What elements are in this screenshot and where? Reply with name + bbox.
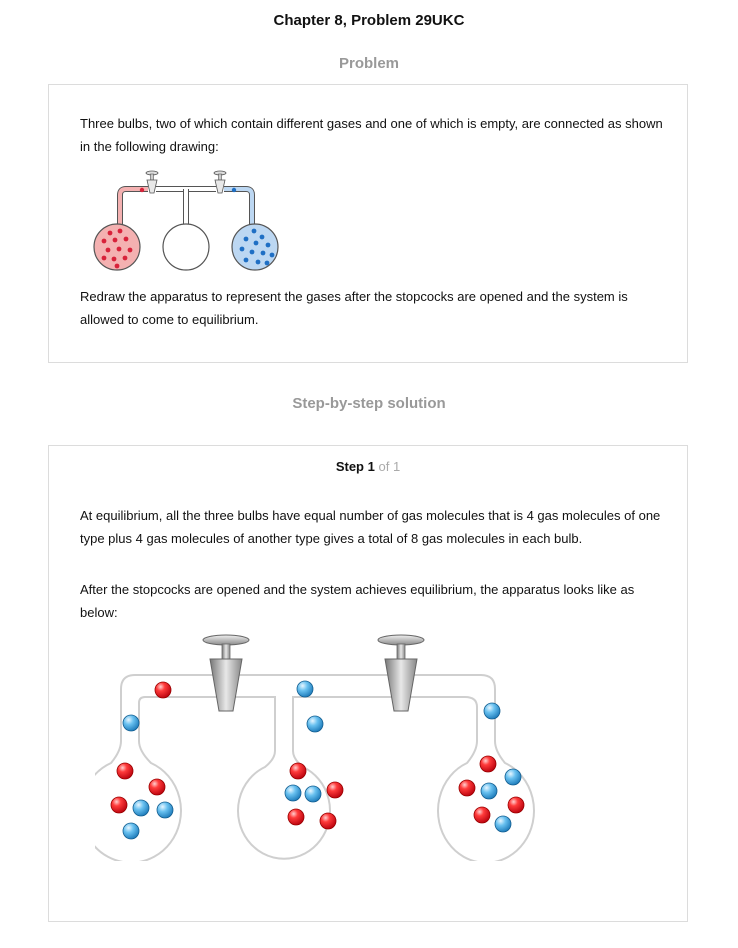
- blue-molecule: [297, 681, 313, 697]
- glass-tubing: [95, 675, 534, 861]
- solution-paragraph-1: At equilibrium, all the three bulbs have equal number of gas molecules that is 4 gas molecules of one type plus 4 gas molecules of another type gives a total of 8 gas molecules in each bulb.: [80, 508, 661, 546]
- stopcock-left: [203, 635, 249, 711]
- step-word: Step: [335, 459, 364, 474]
- right-bulb-molecules: [459, 756, 524, 832]
- left-bulb-small: [94, 224, 140, 270]
- solution-card: [48, 445, 688, 922]
- stopcock-right: [378, 635, 424, 711]
- middle-bulb-molecules: [285, 763, 343, 829]
- problem-intro-text: Three bulbs, two of which contain different gases and one of which is empty, are connected as shown in the following drawing:: [80, 116, 663, 154]
- step-number: 1: [367, 459, 375, 474]
- solution-heading: Step-by-step solution: [292, 395, 446, 412]
- blue-molecule: [484, 703, 500, 719]
- solution-paragraph-2: After the stopcocks are opened and the system achieves equilibrium, the apparatus looks like as below:: [80, 582, 635, 620]
- problem-question-text: Redraw the apparatus to represent the gases after the stopcocks are opened and the system is allowed to come to equilibrium.: [80, 289, 628, 327]
- step-total: of 1: [378, 459, 401, 474]
- blue-molecule: [307, 716, 323, 732]
- red-molecule: [155, 682, 171, 698]
- middle-bulb-small: [163, 224, 209, 270]
- initial-apparatus-diagram: [86, 165, 286, 275]
- blue-molecule: [123, 715, 139, 731]
- page-title: Chapter 8, Problem 29UKC: [273, 12, 465, 29]
- step-indicator: [49, 459, 687, 474]
- problem-card: [48, 84, 688, 363]
- left-bulb-molecules: [111, 763, 173, 839]
- equilibrium-apparatus-diagram: [95, 631, 585, 861]
- problem-heading: Problem: [338, 55, 399, 72]
